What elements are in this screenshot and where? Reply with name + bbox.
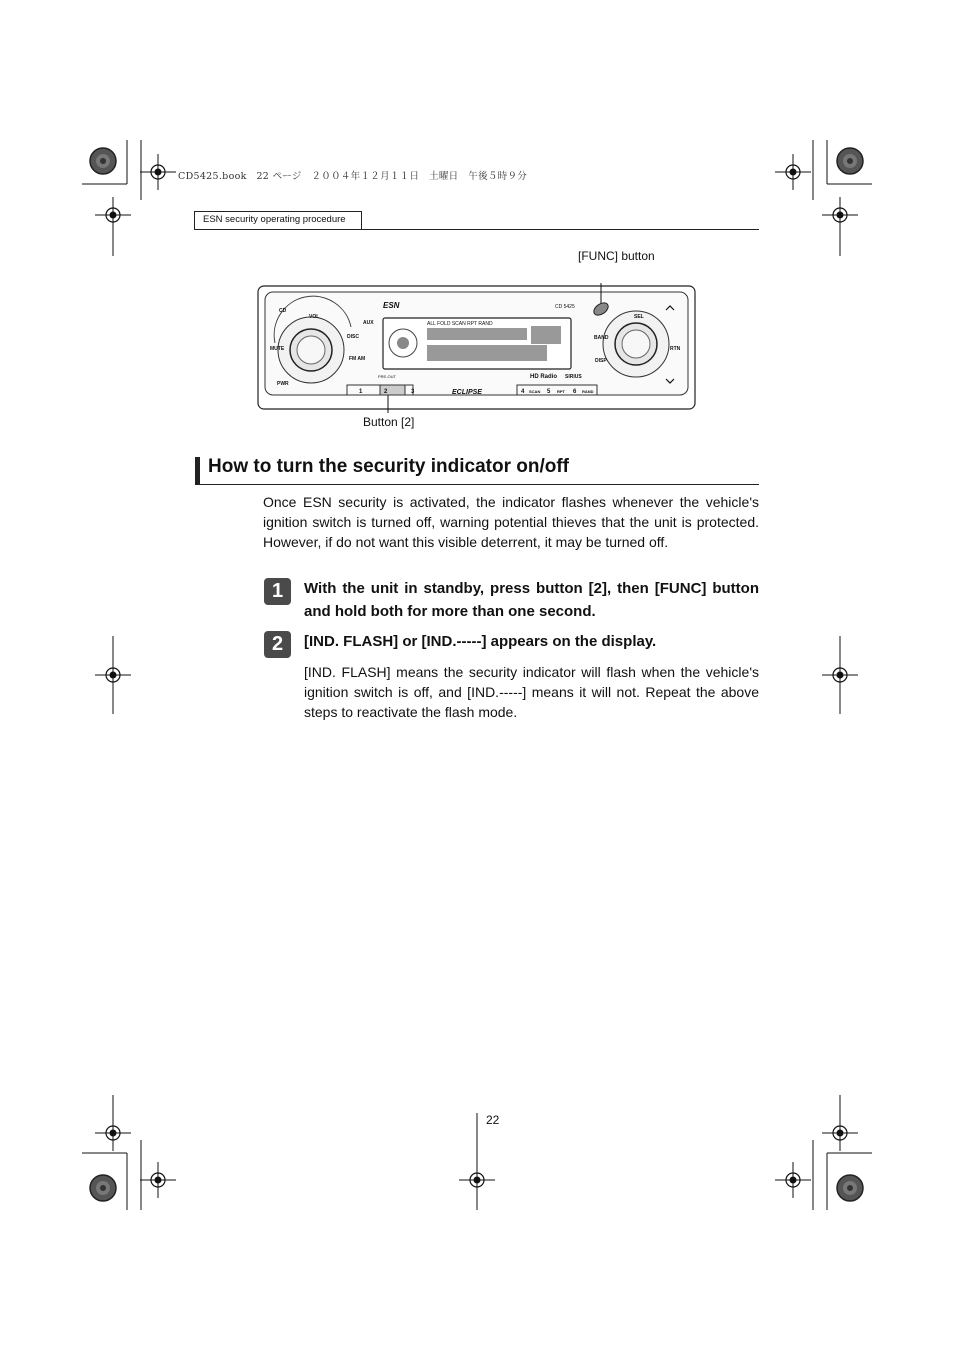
registration-mark-top-left-b — [95, 197, 131, 233]
registration-star-bottom-right — [837, 1175, 863, 1201]
head-unit-illustration — [255, 283, 700, 413]
cd-button-label: CD — [279, 308, 287, 314]
preset-5-button: 5 — [547, 389, 551, 395]
callout-func-button: [FUNC] button — [578, 249, 655, 263]
registration-mark-top-right-b — [822, 197, 858, 233]
display-disc-hub — [397, 337, 409, 349]
pwr-button-label: PWR — [277, 381, 289, 387]
registration-mark-top-left-a — [140, 154, 176, 190]
rand-label: RAND — [582, 389, 594, 394]
model-label: CD 5425 — [555, 304, 575, 310]
step-2-text: [IND. FLASH] or [IND.-----] appears on the display. — [304, 633, 657, 650]
display-indicators: ALL FOLD SCAN RPT RAND — [427, 321, 493, 327]
preout-label: PRE-OUT — [378, 374, 396, 379]
eclipse-logo: ECLIPSE — [452, 389, 482, 396]
vol-label: VOL — [309, 314, 320, 320]
step-2-detail: [IND. FLASH] means the security indicator will flash when the vehicle's ignition switch is off, and [IND.-----] means it will not. Repeat the above steps to reactivate the flash mode. — [304, 664, 759, 720]
step-2-badge: 2 — [264, 631, 291, 658]
disp-button-label: DISP — [595, 358, 607, 364]
heading-bar — [195, 457, 200, 484]
registration-mark-bottom-right-a — [822, 1115, 858, 1151]
preset-6-button: 6 — [573, 389, 577, 395]
file-info-header: CD5425.book 22 ページ ２００４年１２月１１日 土曜日 午後５時９分 — [178, 171, 528, 182]
preset-2-button: 2 — [384, 389, 388, 395]
brand-label: ESN — [383, 301, 400, 310]
fm-am-button-label: FM AM — [349, 356, 366, 362]
section-rule — [194, 229, 759, 230]
preset-4-button: 4 — [521, 389, 525, 395]
rpt-label: RPT — [557, 389, 565, 394]
registration-star-bottom-left — [90, 1175, 116, 1201]
step-1-text: With the unit in standby, press button [2], then [FUNC] button and hold both for more than one second. — [304, 580, 759, 620]
sel-label: SEL — [634, 314, 644, 320]
callout-button-2: Button [2] — [363, 415, 415, 429]
select-knob-center — [622, 330, 650, 358]
registration-star-top-right — [837, 148, 863, 174]
mute-button-label: MUTE — [270, 346, 285, 352]
section-tab: ESN security operating procedure — [194, 211, 362, 229]
intro-paragraph: Once ESN security is activated, the indicator flashes whenever the vehicle's ignition switch is turned off, warning potential thieves that the unit is protected. However, if do not want this visible deterrent, it may be turned off. — [263, 494, 759, 550]
step-1-badge: 1 — [264, 578, 291, 605]
registration-mark-bottom-right-b — [775, 1162, 811, 1198]
registration-mark-bottom-left-a — [95, 1115, 131, 1151]
aux-label: AUX — [363, 320, 374, 326]
scan-label: SCAN — [529, 389, 541, 394]
heading-rule — [195, 484, 759, 485]
registration-mark-bottom-left-b — [140, 1162, 176, 1198]
preset-1-button: 1 — [359, 389, 363, 395]
section-title: How to turn the security indicator on/off — [208, 456, 569, 477]
volume-knob-center — [297, 336, 325, 364]
sirius-label: SIRIUS — [565, 374, 582, 380]
preset-3-button: 3 — [411, 389, 415, 395]
band-button-label: BAND — [594, 335, 609, 341]
disc-button-label: DISC — [347, 334, 359, 340]
rtn-button-label: RTN — [670, 346, 681, 352]
hd-radio-label: HD Radio — [530, 374, 557, 380]
registration-star-top-left — [90, 148, 116, 174]
registration-mark-top-right-a — [775, 154, 811, 190]
page-number: 22 — [486, 1113, 500, 1127]
